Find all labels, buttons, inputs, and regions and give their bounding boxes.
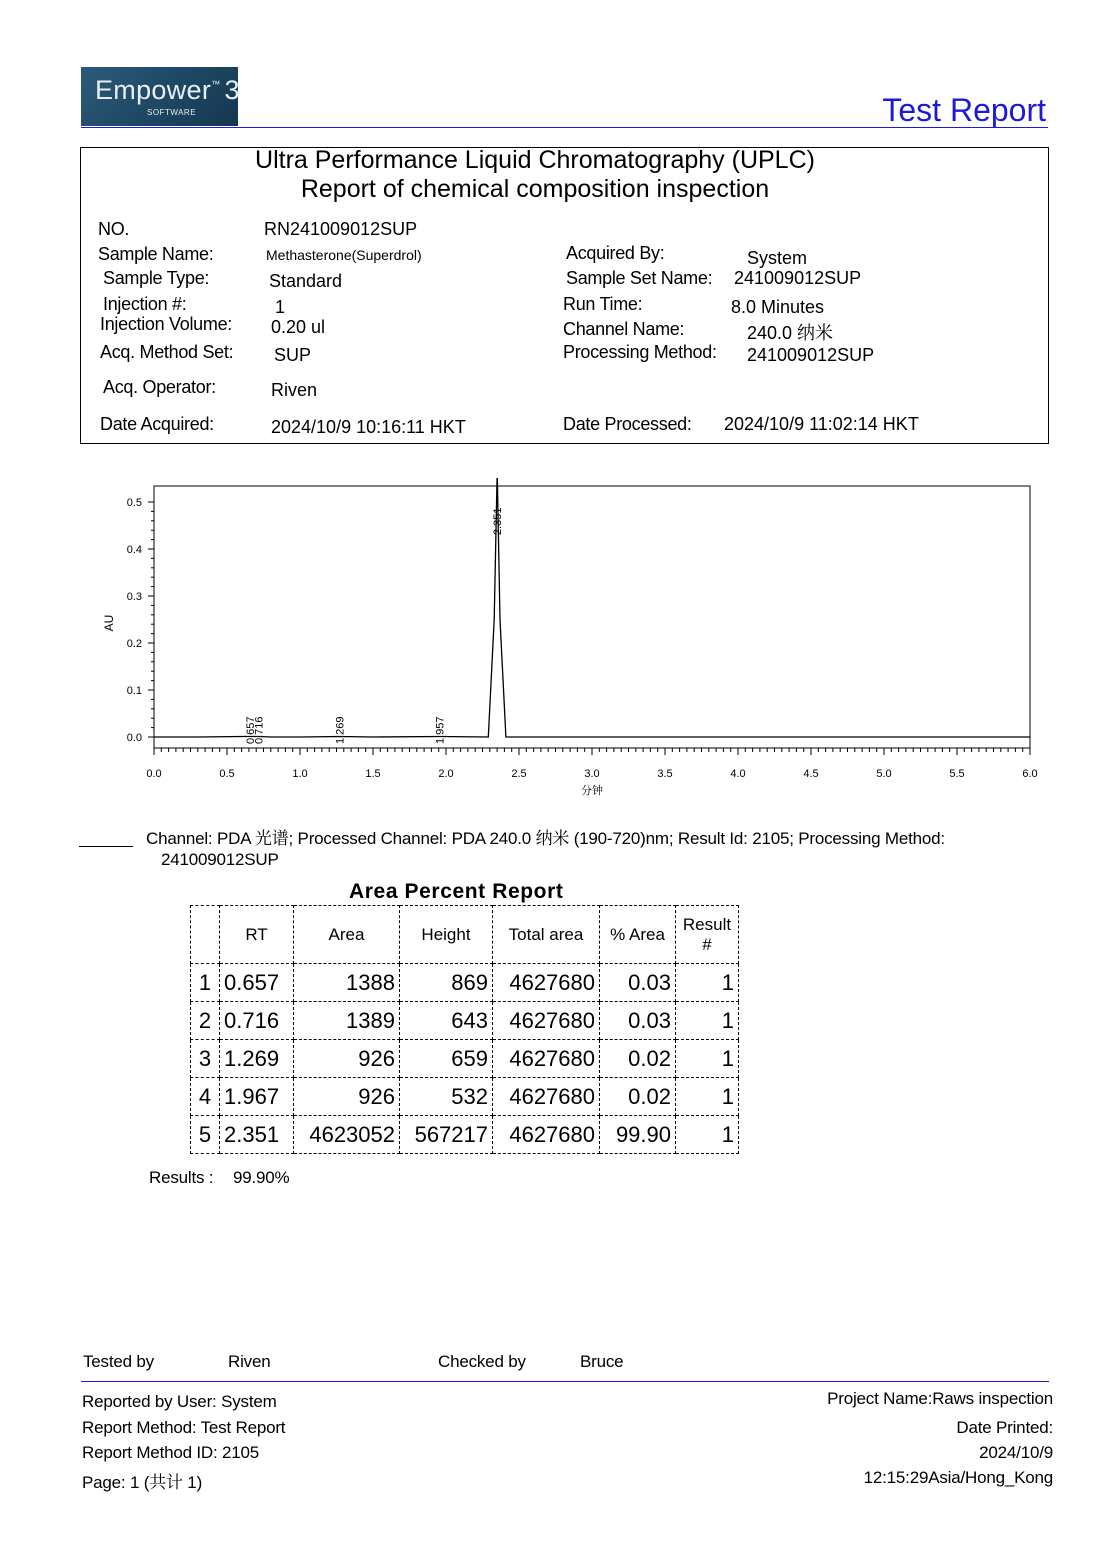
y-tick-label: 0.2: [126, 638, 142, 650]
page-number: Page: 1 (共计 1): [82, 1473, 203, 1492]
date-processed-value: 2024/10/9 11:02:14 HKT: [724, 414, 919, 434]
rt-cell: 2.351: [220, 1116, 294, 1154]
report-method: Report Method: Test Report: [82, 1418, 286, 1437]
result-cell: 1: [676, 1078, 739, 1116]
tested-by-label: Tested by: [83, 1352, 154, 1371]
area-percent-table: [190, 905, 739, 1154]
x-axis: [146, 748, 1037, 780]
header-area: Area: [294, 906, 400, 964]
header-result: Result #: [676, 906, 739, 964]
x-tick-label: 0.5: [219, 768, 235, 780]
x-tick-label: 5.5: [949, 768, 965, 780]
chromatogram-chart: [90, 478, 1050, 803]
report-title: Ultra Performance Liquid Chromatography (UPLC): [255, 146, 815, 174]
x-tick-label: 2.5: [511, 768, 527, 780]
results-value: 99.90%: [233, 1168, 290, 1187]
reported-by: Reported by User: System: [82, 1392, 277, 1411]
report-heading: Test Report: [882, 92, 1046, 128]
channel-name-label: Channel Name:: [563, 319, 685, 339]
results-label: Results :: [149, 1168, 214, 1187]
x-tick-label: 2.0: [438, 768, 454, 780]
y-tick-label: 0.3: [126, 591, 142, 603]
percent-area-cell: 0.02: [600, 1040, 676, 1078]
header-divider: [81, 127, 1048, 128]
channel-caption: Channel: PDA 光谱; Processed Channel: PDA 240.0 纳米 (190-720)nm; Result Id: 2105; Processing Method:: [146, 829, 945, 848]
rt-cell: 0.657: [220, 964, 294, 1002]
logo-tm: ™: [211, 79, 221, 89]
date-processed-label: Date Processed:: [563, 414, 692, 434]
injection-volume-label: Injection Volume:: [100, 314, 232, 334]
total-area-cell: 4627680: [493, 1116, 600, 1154]
acquired-by-label: Acquired By:: [566, 243, 665, 263]
header-percent-area: % Area: [600, 906, 676, 964]
area-cell: 4623052: [294, 1116, 400, 1154]
report-method-id: Report Method ID: 2105: [82, 1443, 260, 1462]
x-tick-label: 3.5: [657, 768, 673, 780]
y-tick-label: 0.0: [126, 732, 142, 744]
checked-by-label: Checked by: [438, 1352, 526, 1371]
sample-name-label: Sample Name:: [98, 244, 214, 264]
date-printed-time: 12:15:29Asia/Hong_Kong: [863, 1468, 1053, 1487]
total-area-cell: 4627680: [493, 1078, 600, 1116]
project-name: Project Name:Raws inspection: [827, 1389, 1053, 1408]
table-row: [191, 964, 739, 1002]
peak-label: 1.957: [434, 716, 447, 744]
sample-type-value: Standard: [269, 271, 343, 291]
row-index: 3: [191, 1040, 220, 1078]
percent-area-cell: 99.90: [600, 1116, 676, 1154]
caption-line-marker: [79, 846, 133, 847]
sample-name-value: Methasterone(Superdrol): [266, 247, 422, 263]
acq-operator-label: Acq. Operator:: [103, 377, 216, 397]
report-subtitle: Report of chemical composition inspection: [300, 175, 770, 203]
x-tick-label: 1.0: [292, 768, 308, 780]
injection-value: 1: [275, 297, 286, 317]
injection-volume-value: 0.20 ul: [271, 317, 326, 337]
row-index: 4: [191, 1078, 220, 1116]
logo-number: 3: [224, 75, 240, 105]
header-index: [191, 906, 220, 964]
x-tick-label: 4.5: [803, 768, 819, 780]
x-tick-label: 0.0: [146, 768, 162, 780]
x-tick-label: 6.0: [1022, 768, 1038, 780]
run-time-value: 8.0 Minutes: [731, 297, 825, 317]
y-tick-label: 0.4: [126, 544, 142, 556]
rt-cell: 1.269: [220, 1040, 294, 1078]
acq-method-value: SUP: [274, 345, 312, 365]
peak-labels-group: [245, 507, 504, 744]
table-row: [191, 1116, 739, 1154]
y-tick-label: 0.1: [126, 685, 142, 697]
rt-cell: 1.967: [220, 1078, 294, 1116]
result-cell: 1: [676, 1116, 739, 1154]
processing-method-label: Processing Method:: [563, 342, 717, 362]
y-axis-label: AU: [102, 614, 116, 632]
area-cell: 926: [294, 1040, 400, 1078]
table-title: Area Percent Report: [349, 880, 564, 903]
table-row: [191, 1040, 739, 1078]
row-index: 5: [191, 1116, 220, 1154]
date-printed-date: 2024/10/9: [979, 1443, 1053, 1462]
empower-logo: [81, 67, 238, 126]
total-area-cell: 4627680: [493, 964, 600, 1002]
sample-type-label: Sample Type:: [103, 268, 210, 288]
total-area-cell: 4627680: [493, 1002, 600, 1040]
channel-caption-method: 241009012SUP: [161, 850, 279, 869]
logo-text: Empower: [95, 75, 212, 105]
peak-label: 0.657: [244, 716, 257, 744]
sample-set-value: 241009012SUP: [734, 268, 862, 288]
header-total-area: Total area: [493, 906, 600, 964]
peak-label: 0.716: [253, 716, 266, 744]
rt-cell: 0.716: [220, 1002, 294, 1040]
table-body: [191, 964, 739, 1154]
height-cell: 869: [400, 964, 493, 1002]
x-tick-label: 1.5: [365, 768, 381, 780]
area-cell: 1388: [294, 964, 400, 1002]
percent-area-cell: 0.03: [600, 964, 676, 1002]
checked-by-value: Bruce: [580, 1352, 624, 1371]
x-tick-label: 4.0: [730, 768, 746, 780]
x-axis-label: 分钟: [581, 785, 603, 797]
peak-label: 1.269: [334, 716, 347, 744]
chromatogram-trace: [154, 478, 1030, 737]
total-area-cell: 4627680: [493, 1040, 600, 1078]
area-cell: 1389: [294, 1002, 400, 1040]
result-cell: 1: [676, 1040, 739, 1078]
percent-area-cell: 0.02: [600, 1078, 676, 1116]
height-cell: 532: [400, 1078, 493, 1116]
plot-frame: [154, 486, 1030, 748]
result-cell: 1: [676, 964, 739, 1002]
acquired-by-value: System: [747, 248, 808, 268]
run-time-label: Run Time:: [563, 294, 643, 314]
height-cell: 659: [400, 1040, 493, 1078]
area-cell: 926: [294, 1078, 400, 1116]
row-index: 2: [191, 1002, 220, 1040]
date-acquired-value: 2024/10/9 10:16:11 HKT: [271, 417, 466, 437]
table-row: [191, 1078, 739, 1116]
y-axis: [127, 486, 154, 748]
series-group: [154, 478, 1030, 737]
acq-method-label: Acq. Method Set:: [100, 342, 234, 362]
no-label: NO.: [98, 219, 130, 239]
sample-set-label: Sample Set Name:: [566, 268, 713, 288]
percent-area-cell: 0.03: [600, 1002, 676, 1040]
table-row: [191, 1002, 739, 1040]
x-tick-label: 3.0: [584, 768, 600, 780]
processing-method-value: 241009012SUP: [747, 345, 875, 365]
row-index: 1: [191, 964, 220, 1002]
footer-divider: [81, 1381, 1049, 1382]
x-tick-label: 5.0: [876, 768, 892, 780]
header-height: Height: [400, 906, 493, 964]
header-rt: RT: [220, 906, 294, 964]
injection-label: Injection #:: [103, 294, 187, 314]
height-cell: 643: [400, 1002, 493, 1040]
channel-name-value: 240.0 纳米: [747, 323, 834, 343]
peak-label: 2.351: [492, 507, 505, 535]
logo-subtext: SOFTWARE: [147, 108, 197, 117]
no-value: RN241009012SUP: [264, 219, 418, 239]
y-tick-label: 0.5: [126, 497, 142, 509]
table-header-row: [191, 906, 739, 964]
result-cell: 1: [676, 1002, 739, 1040]
date-acquired-label: Date Acquired:: [100, 414, 214, 434]
acq-operator-value: Riven: [271, 380, 318, 400]
tested-by-value: Riven: [228, 1352, 271, 1371]
height-cell: 567217: [400, 1116, 493, 1154]
date-printed-label: Date Printed:: [956, 1418, 1053, 1437]
